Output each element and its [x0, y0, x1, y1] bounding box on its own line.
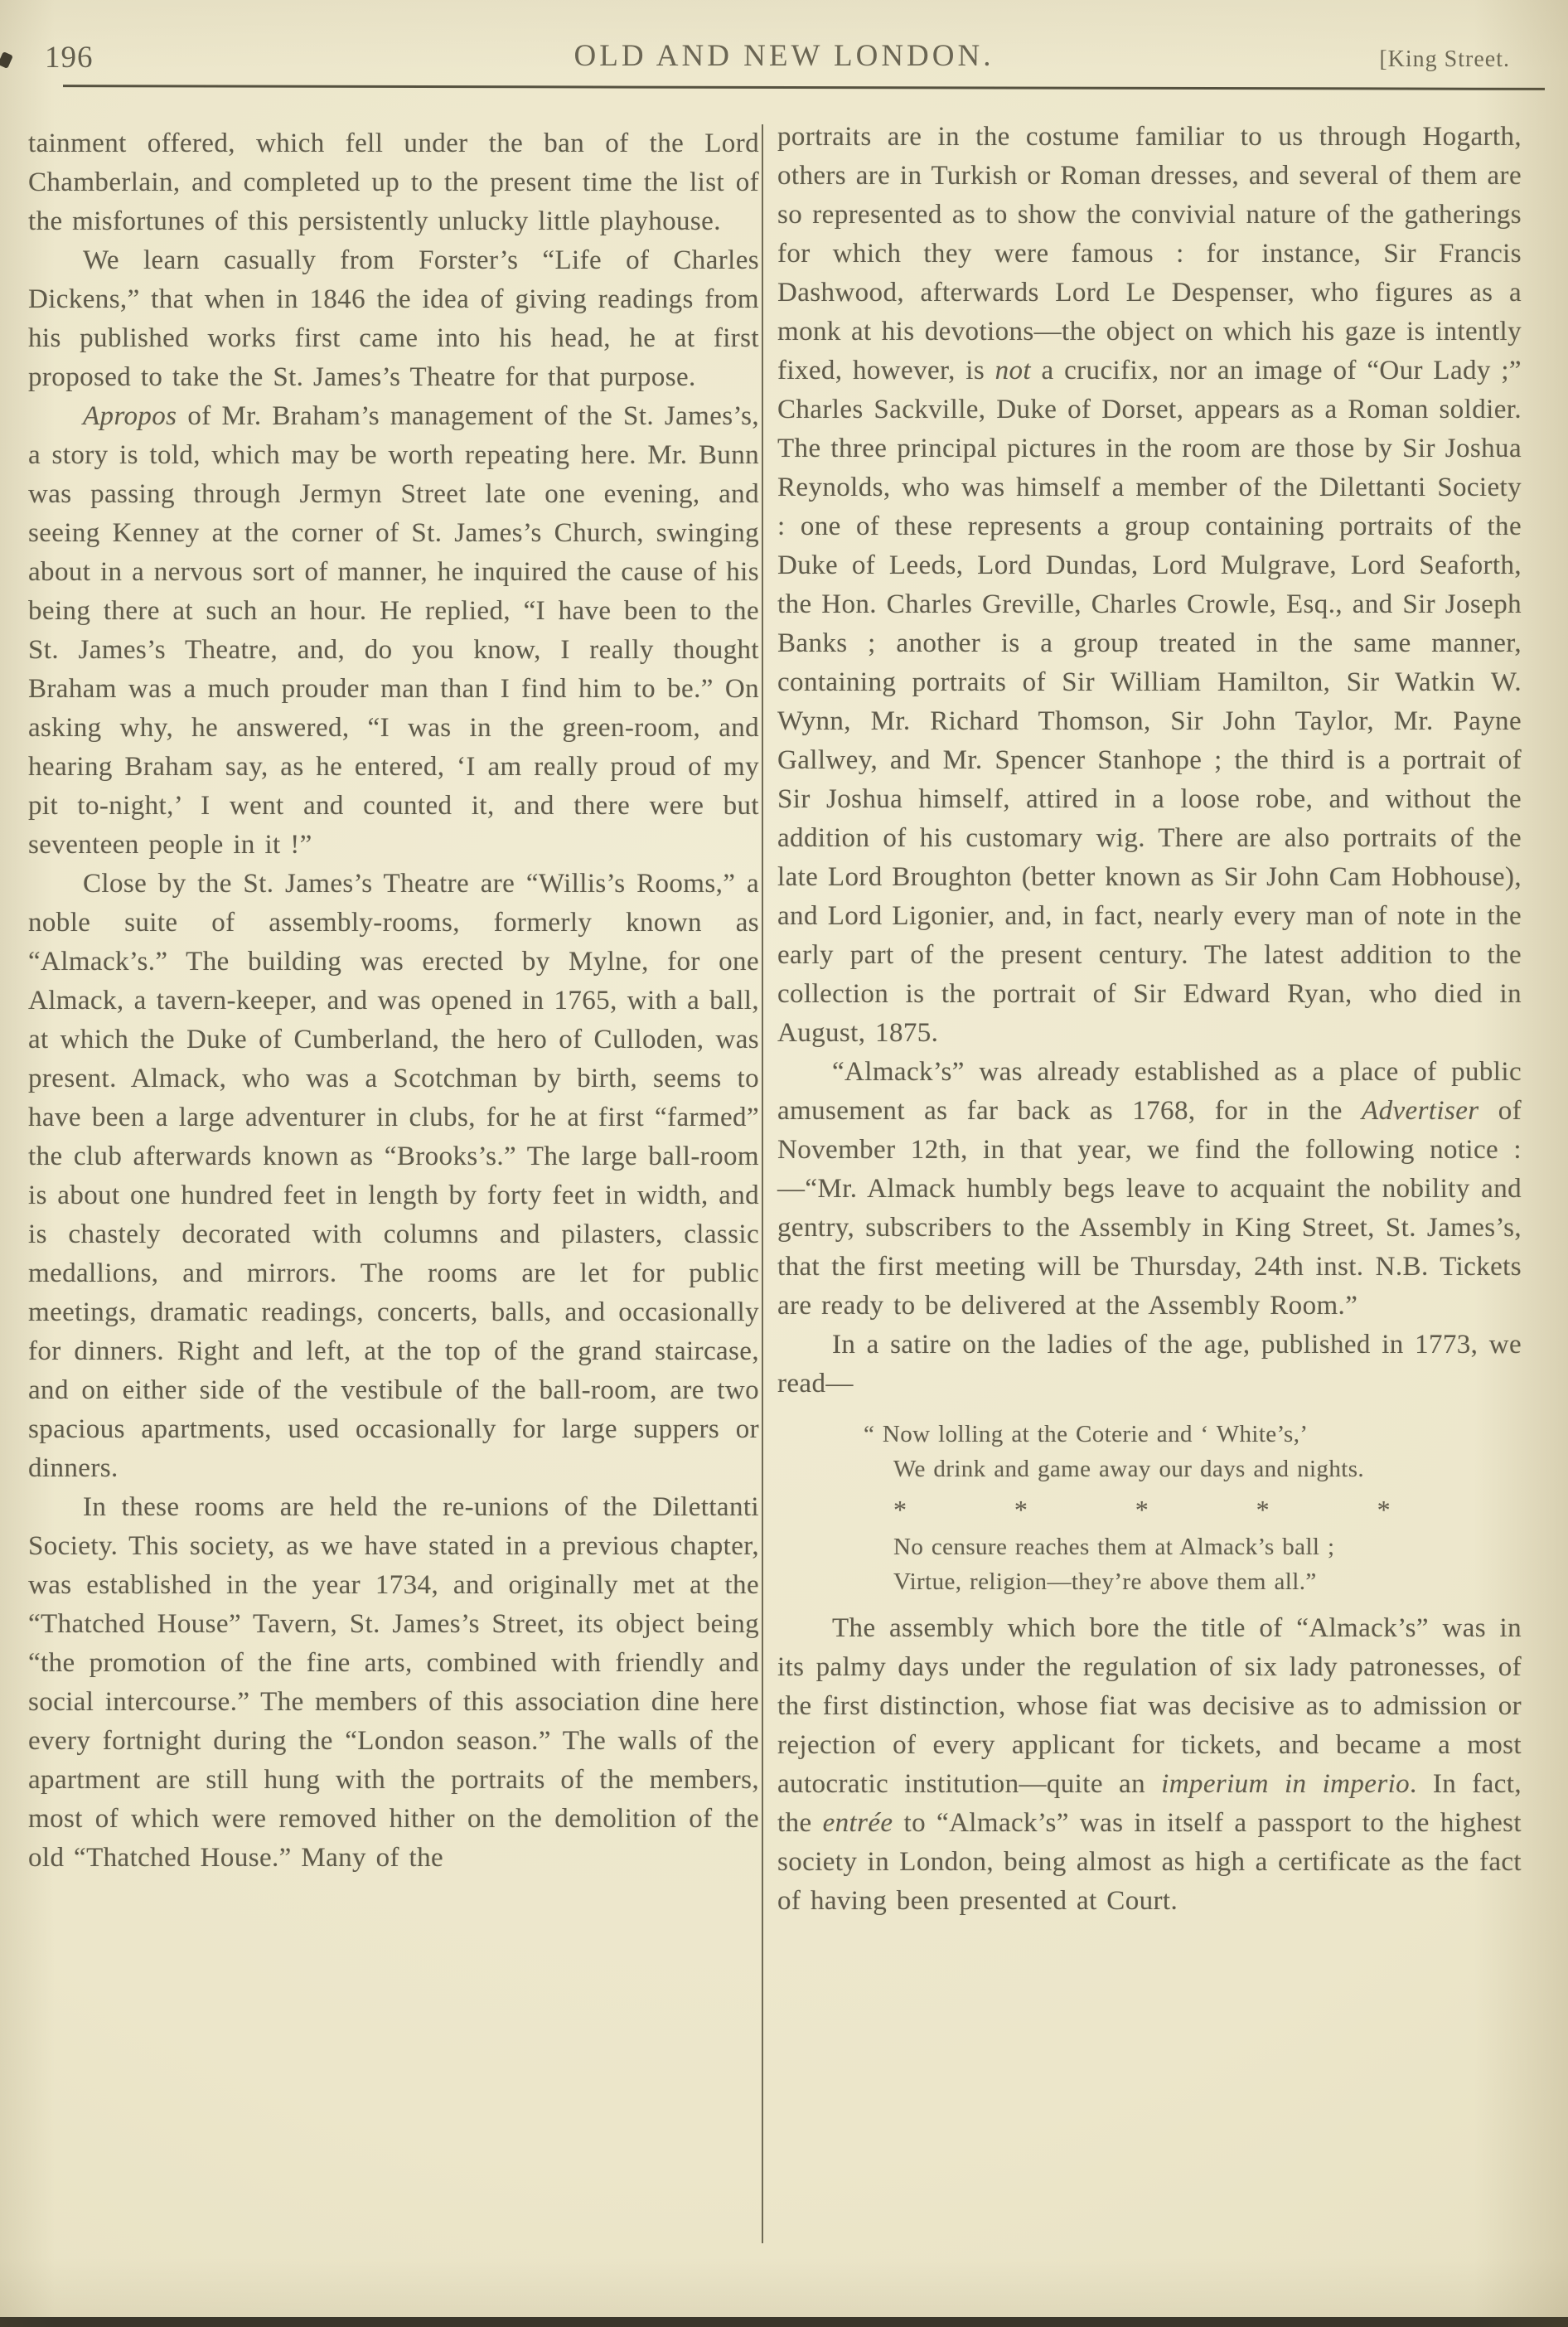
- running-title: OLD AND NEW LONDON.: [573, 39, 995, 73]
- paragraph: Close by the St. James’s Theatre are “Willis’s Rooms,” a noble suite of assembly-rooms, formerly known as “Almack’s.” The building was erected by Mylne, for one Almack, a tavern-keeper, and was opened in 1765, with a ball, at which the Duke of Cumberland, the hero of Culloden, was present. Almack, who was a Scotchman by birth, seems to have been a large adventurer in clubs, for he at first “farmed” the club afterwards known as “Brooks’s.” The large ball-room is about one hundred feet in length by forty feet in width, and is chastely decorated with columns and pilasters, classic medallions, and mirrors. The rooms are let for public meetings, dramatic readings, concerts, balls, and occasionally for dinners. Right and left, at the top of the grand staircase, and on either side of the vestibule of the ball-room, are two spacious apartments, used occasionally for large suppers or dinners.: [28, 869, 759, 1483]
- scan-edge-bottom: [0, 2317, 1568, 2327]
- paragraph: portraits are in the costume familiar to us through Hogarth, others are in Turkish or Roman dresses, and several of them are so represented as to show the convivial nature of the gatherings for which they were famous : for instance, Sir Francis Dashwood, afterwards Lord Le Despenser, who figures as a monk at his devotions—the object on which his gaze is intently fixed, however, is not a crucifix, nor an image of “Our Lady ;” Charles Sackville, Duke of Dorset, appears as a Roman soldier. The three principal pictures in the room are those by Sir Joshua Reynolds, who was himself a member of the Dilettanti Society : one of these represents a group containing portraits of the Duke of Leeds, Lord Dundas, Lord Mulgrave, Lord Seaforth, the Hon. Charles Greville, Charles Crowle, Esq., and Sir Joseph Banks ; another is a group treated in the same manner, containing portraits of Sir William Hamilton, Sir Watkin W. Wynn, Mr. Richard Thomson, Sir John Taylor, Mr. Payne Gallwey, and Mr. Spencer Stanhope ; the third is a portrait of Sir Joshua himself, attired in a loose robe, and without the addition of his customary wig. There are also portraits of the late Lord Broughton (better known as Sir John Cam Hobhouse), and Lord Ligonier, and, in fact, nearly every man of note in the early part of the present century. The latest addition to the collection is the portrait of Sir Edward Ryan, who died in August, 1875.: [777, 122, 1522, 1048]
- paragraph: In a satire on the ladies of the age, published in 1773, we read—: [777, 1330, 1522, 1399]
- paragraph: We learn casually from Forster’s “Life of Charles Dickens,” that when in 1846 the idea of giving readings from his published works first came into his head, he at first proposed to take the St. James’s Theatre for that purpose.: [28, 245, 759, 392]
- verse-line: “ Now lolling at the Coterie and ‘ White’s,’: [864, 1421, 1309, 1447]
- paragraph: “Almack’s” was already established as a place of public amusement as far back as 1768, for in the Advertiser of November 12th, in that year, we find the following notice :—“Mr. Almack humbly begs leave to acquaint the nobility and gentry, subscribers to the Assembly in King Street, St. James’s, that the first meeting will be Thursday, 24th inst. N.B. Tickets are ready to be delivered at the Assembly Room.”: [777, 1057, 1522, 1321]
- verse-asterisk-separator: * * * * *: [893, 1495, 1391, 1525]
- column-divider: [762, 124, 763, 2243]
- running-header-place: [King Street.: [1379, 46, 1510, 72]
- paragraph: Apropos of Mr. Braham’s management of the St. James’s, a story is told, which may be worth repeating here. Mr. Bunn was passing through Jermyn Street late one evening, and seeing Kenney at the corner of St. James’s Church, swinging about in a nervous sort of manner, he inquired the cause of his being there at such an hour. He replied, “I have been to the St. James’s Theatre, and, do you know, I really thought Braham was a much prouder man than I find him to be.” On asking why, he answered, “I was in the green-room, and hearing Braham say, as he entered, ‘I am really proud of my pit to-night,’ I went and counted it, and there were but seventeen people in it !”: [28, 401, 759, 860]
- paragraph: In these rooms are held the re-unions of the Dilettanti Society. This society, as we have stated in a previous chapter, was established in the year 1734, and originally met at the “Thatched House” Tavern, St. James’s Street, its object being “the promotion of the fine arts, combined with friendly and social intercourse.” The members of this association dine here every fortnight during the “London season.” The walls of the apartment are still hung with the portraits of the members, most of which were removed hither on the demolition of the old “Thatched House.” Many of the: [28, 1492, 759, 1873]
- right-column: [777, 118, 1522, 1921]
- header-rule: [63, 85, 1545, 90]
- verse-line: No censure reaches them at Almack’s ball ;: [893, 1534, 1335, 1560]
- verse-line: We drink and game away our days and nights.: [893, 1456, 1365, 1482]
- page-number: 196: [45, 41, 94, 75]
- paragraph: tainment offered, which fell under the ban of the Lord Chamberlain, and completed up to the present time the list of the misfortunes of this persistently unlucky little playhouse.: [28, 128, 759, 236]
- verse-quote: [777, 1417, 1522, 1599]
- left-column: [28, 124, 759, 1878]
- paragraph: The assembly which bore the title of “Almack’s” was in its palmy days under the regulation of six lady patronesses, of the first distinction, whose fiat was decisive as to admission or rejection of every applicant for tickets, and became a most autocratic institution—quite an imperium in imperio. In fact, the entrée to “Almack’s” was in itself a passport to the highest society in London, being almost as high a certificate as the fact of having been presented at Court.: [777, 1613, 1522, 1916]
- verse-line: Virtue, religion—they’re above them all.”: [893, 1568, 1317, 1595]
